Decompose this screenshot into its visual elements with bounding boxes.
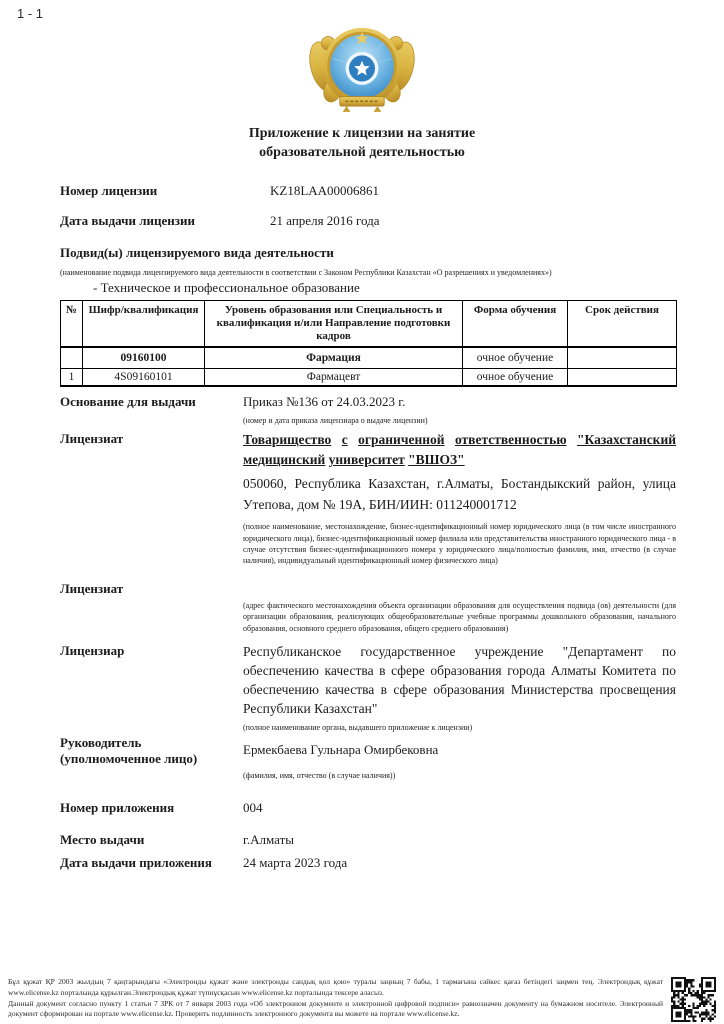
licensee-row: [60, 430, 676, 566]
document-title-line1: Приложение к лицензии на занятие: [248, 126, 476, 141]
table-cell: [61, 347, 83, 369]
licensor-label: Лицензиар: [60, 642, 125, 658]
footer-text-kazakh: Бұл құжат ҚР 2003 жылдың 7 қаңтарындағы «Электронды құжат және электронды сандық қол қою» туралы заңның 7 бабы, 1 тармағына сәйкес қағаз бетіндегі заңмен тең. Электрондық құжат www.elicense.kz порталында құрылған.Электрондық құжат түпнұсқасын www.elicense.kz порталында тексере аласыз.: [8, 977, 663, 997]
issue-place-row: [60, 831, 676, 848]
table-header-cell: Срок действия: [568, 301, 677, 348]
table-row: [61, 369, 677, 387]
footer-text-russian: Данный документ согласно пункту 1 статьи 7 ЗРК от 7 января 2003 года «Об электронном документе и электронной цифровой подписи» равнозначен документу на бумажном носителе. Электронный документ сформирован на портале www.elicense.kz. Проверить подлинность электронного документа вы можете на портале www.elicense.kz.: [8, 998, 663, 1019]
basis-label: Основание для выдачи: [60, 394, 196, 410]
table-cell: [568, 347, 677, 369]
licensee2-row: [60, 580, 676, 634]
licensee-value-block: [243, 430, 676, 566]
table-cell: Фармация: [205, 347, 463, 369]
license-date-label: Дата выдачи лицензии: [60, 213, 195, 228]
appendix-number-row: [60, 799, 676, 816]
table-row: [61, 347, 677, 369]
head-official-label: [60, 735, 243, 767]
document-body: [60, 182, 676, 871]
licensee-name: Товарищество с ограниченной ответственностью "Казахстанский медицинский университет "ВШОЗ": [243, 432, 677, 468]
licensor-row: [60, 642, 676, 733]
head-official-row: [60, 735, 676, 781]
qualifications-table: [60, 300, 677, 387]
basis-value: Приказ №136 от 24.03.2023 г.: [243, 394, 406, 410]
qr-code: [671, 977, 716, 1022]
license-number-value: KZ18LAA00006861: [270, 183, 380, 198]
table-cell: Фармацевт: [205, 369, 463, 387]
subtype-item: - Техническое и профессиональное образование: [93, 280, 360, 296]
licensee2-value-block: [243, 580, 676, 634]
licensor-value-block: [243, 642, 676, 733]
license-date-value: 21 апреля 2016 года: [270, 213, 380, 228]
appendix-number-value: 004: [243, 800, 263, 816]
document-title: [0, 124, 724, 162]
licensee2-label: Лицензиат: [60, 581, 124, 597]
footer-text: [8, 977, 663, 1020]
appendix-number-label: Номер приложения: [60, 800, 175, 816]
table-header-cell: №: [61, 301, 83, 348]
table-cell: очное обучение: [463, 347, 568, 369]
license-number-label: Номер лицензии: [60, 183, 158, 198]
table-header-row: [61, 301, 677, 348]
issue-place-value: г.Алматы: [243, 832, 294, 848]
head-official-value-block: [243, 735, 676, 781]
license-date-row: [60, 212, 676, 229]
subtype-note: (наименование подвида лицензируемого вида деятельности в соответствии с Законом Республики Казахстан «О разрешениях и уведомлениях»): [60, 268, 552, 277]
basis-row: [60, 393, 676, 426]
licensor-note: (полное наименование органа, выдавшего приложение к лицензии): [243, 722, 473, 732]
licensee-note: (полное наименование, местонахождение, бизнес-идентификационный номер юридического лица (в том числе иностранного юридического лица), бизнес-идентификационный номер филиала или представительства иностранного юридического лица - в случае отсутствия бизнес-идентификационного номера у юридического лица/полностью фамилия, имя, отчество (в случае наличия), индивидуальный идентификационный номер физического лица): [243, 522, 676, 566]
table-header-cell: Шифр/квалификация: [83, 301, 205, 348]
head-official-name: Ермекбаева Гульнара Омирбековна: [243, 742, 439, 758]
table-cell: [568, 369, 677, 387]
issue-place-label: Место выдачи: [60, 832, 145, 848]
table-header-cell: Уровень образования или Специальность и квалификация и/или Направление подготовки кадров: [205, 301, 463, 348]
subtype-heading: Подвид(ы) лицензируемого вида деятельности: [60, 245, 334, 260]
appendix-date-label: Дата выдачи приложения: [60, 855, 212, 871]
emblem-container: [304, 18, 420, 115]
licensee-address: 050060, Республика Казахстан, г.Алматы, Бостандыкский район, улица Утепова, дом № 19А, БИН/ИИН: 011240001712: [243, 476, 676, 513]
kazakhstan-emblem-icon: [304, 18, 420, 115]
licensee2-note: (адрес фактического местонахождения объекта организации образования для осуществления подвида (ов) деятельности (для организации образования, реализующих общеобразовательные учебные программы дошкольного образования, начального образования, основного среднего образования, общего среднего образования): [243, 601, 676, 633]
table-cell: 1: [61, 369, 83, 387]
head-official-note: (фамилия, имя, отчество (в случае наличия)): [243, 771, 396, 781]
table-header-cell: Форма обучения: [463, 301, 568, 348]
appendix-date-row: [60, 854, 676, 871]
license-number-row: [60, 182, 676, 199]
head-official-label-line1: Руководитель: [60, 735, 142, 751]
basis-note: (номер и дата приказа лицензиара о выдаче лицензии): [243, 416, 428, 426]
licensor-value: Республиканское государственное учреждение "Департамент по обеспечению качества в сфере образования города Алматы Комитета по обеспечению качества в сфере образования Министерства просвещения Республики Казахстан": [243, 643, 676, 716]
basis-value-block: [243, 393, 676, 426]
table-cell: очное обучение: [463, 369, 568, 387]
page-indicator: 1 - 1: [17, 6, 44, 21]
appendix-date-value: 24 марта 2023 года: [243, 855, 348, 871]
licensee-label: Лицензиат: [60, 431, 124, 447]
document-title-line2: образовательной деятельностью: [259, 145, 465, 160]
table-cell: 4S09160101: [83, 369, 205, 387]
table-cell: 09160100: [83, 347, 205, 369]
head-official-label-line2: (уполномоченное лицо): [60, 751, 198, 767]
footer: [8, 977, 720, 1020]
